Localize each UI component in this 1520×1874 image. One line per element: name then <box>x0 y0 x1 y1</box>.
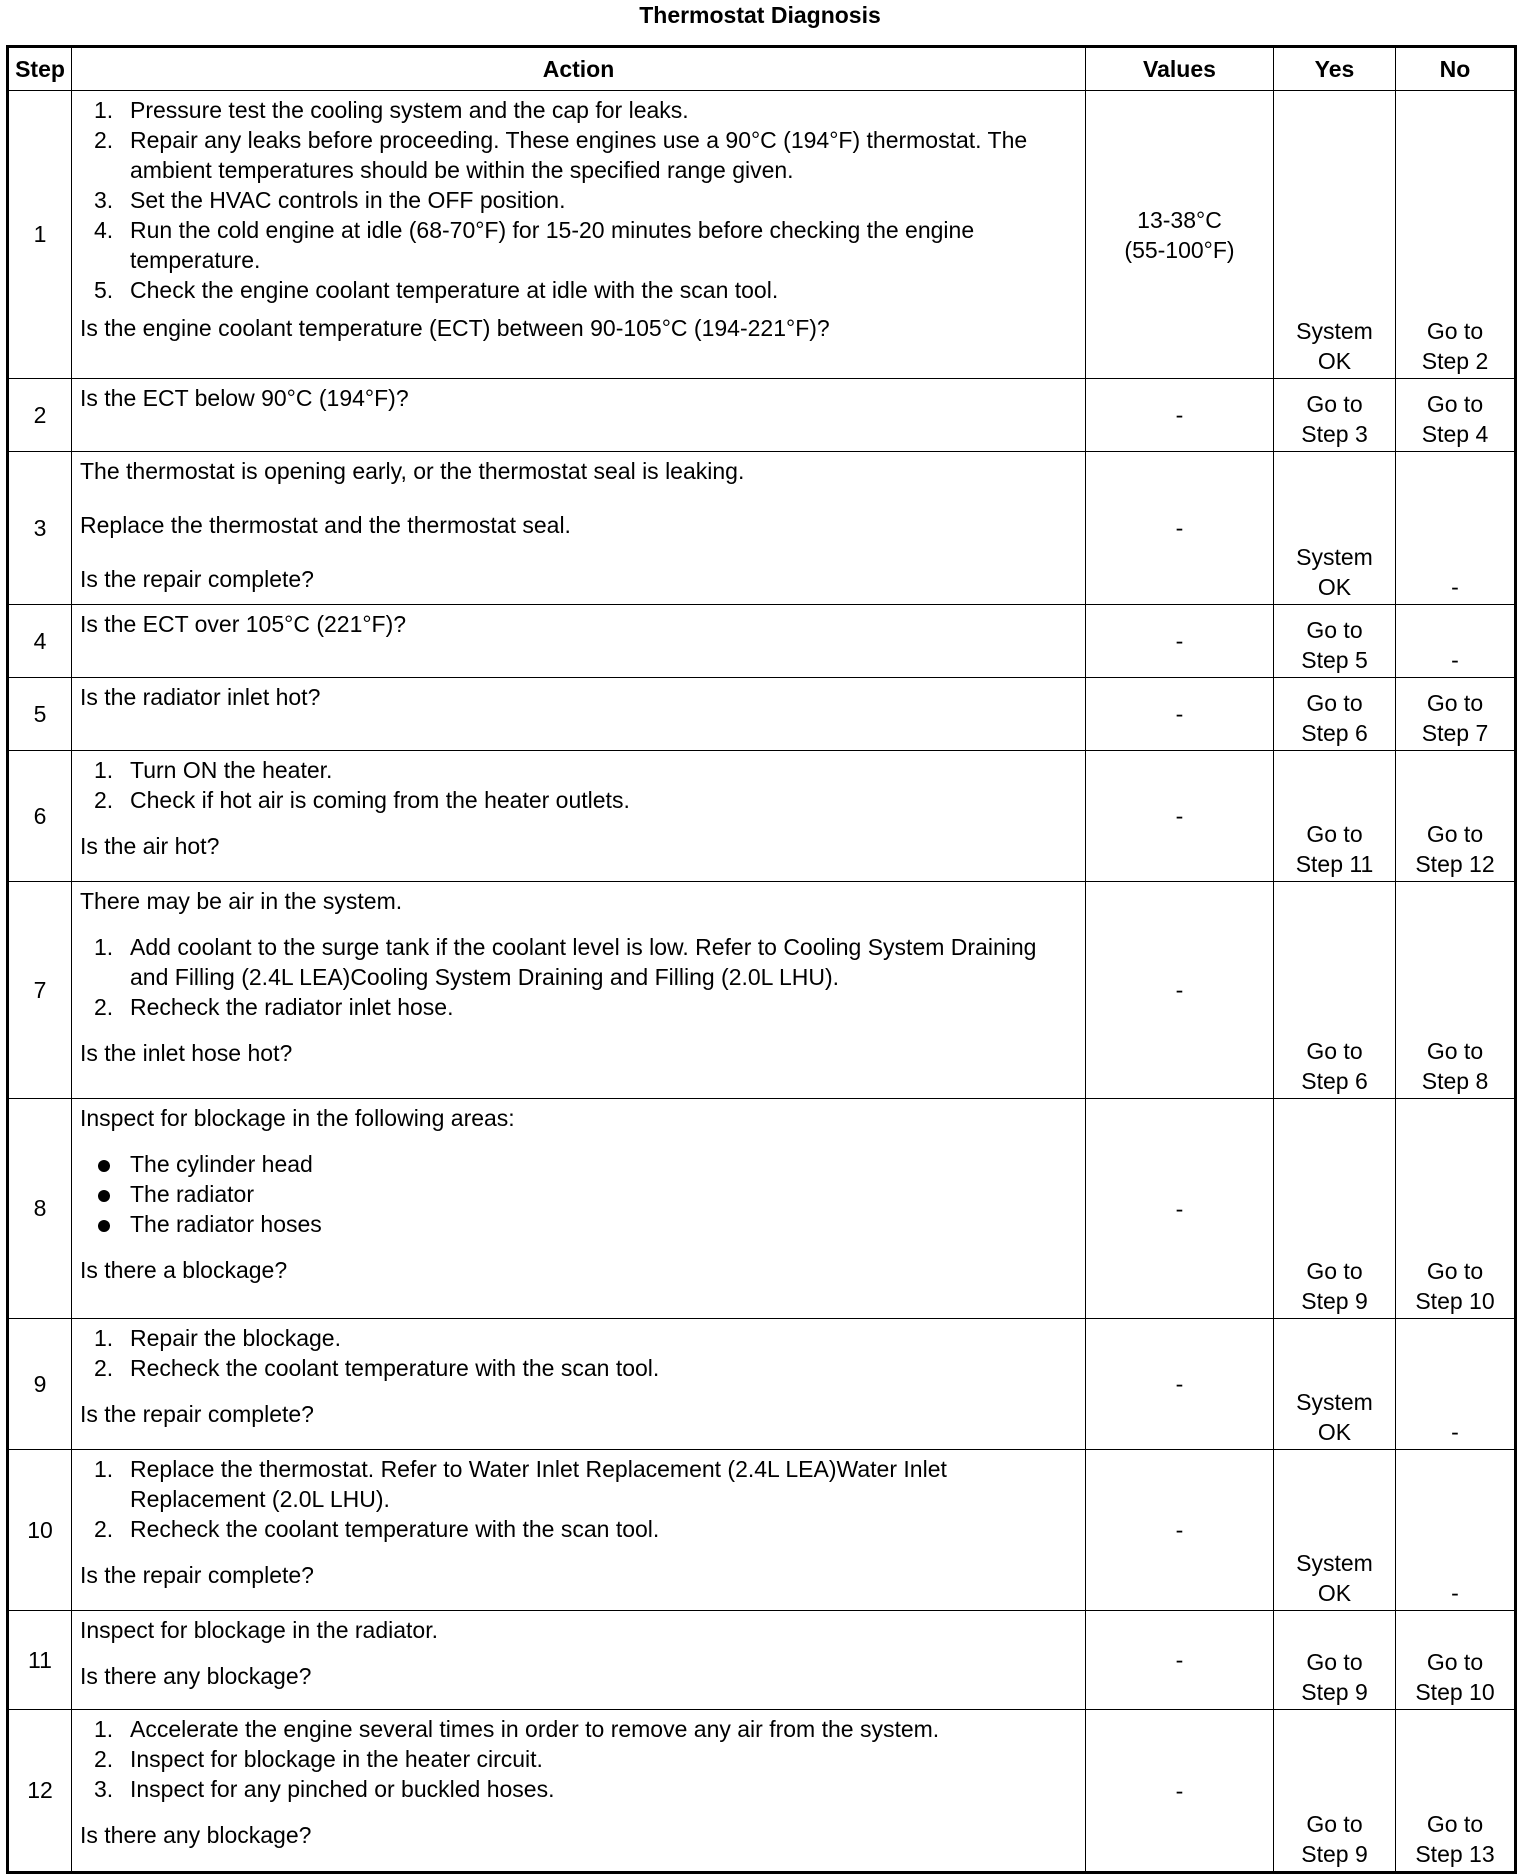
yes-cell: Go to Step 9 <box>1274 1611 1396 1710</box>
value-cell: - <box>1086 1450 1274 1611</box>
list-item: 2. Repair any leaks before proceeding. These engines use a 90°C (194°F) thermostat. The ambient temperatures should be within the specified range given. <box>94 127 1028 183</box>
step-number: 2 <box>8 379 72 452</box>
action-cell <box>72 91 1086 379</box>
list-item: 5. Check the engine coolant temperature at idle with the scan tool. <box>94 277 779 303</box>
question-text: Is the ECT over 105°C (221°F)? <box>80 611 407 637</box>
list-item: The cylinder head <box>80 1149 1077 1179</box>
no-cell: - <box>1396 1450 1516 1611</box>
table-row <box>8 1710 1516 1873</box>
no-cell: Go to Step 12 <box>1396 751 1516 882</box>
table-row <box>8 91 1516 379</box>
list-item: 2. Recheck the radiator inlet hose. <box>94 994 454 1020</box>
action-text: There may be air in the system. <box>80 888 403 914</box>
action-cell <box>72 751 1086 882</box>
table-row <box>8 605 1516 678</box>
table-row <box>8 452 1516 605</box>
header-action: Action <box>72 47 1086 91</box>
question-text: Is there a blockage? <box>80 1257 288 1283</box>
question-text: Is the repair complete? <box>80 1562 314 1588</box>
list-item: 4. Run the cold engine at idle (68-70°F) for 15-20 minutes before checking the engine temperature. <box>94 217 975 273</box>
question-text: Is the repair complete? <box>80 1401 314 1427</box>
table-row <box>8 751 1516 882</box>
step-number: 1 <box>8 91 72 379</box>
no-cell: Go to Step 8 <box>1396 882 1516 1099</box>
header-row <box>8 47 1516 91</box>
action-text: Inspect for blockage in the following areas: <box>80 1105 515 1131</box>
value-cell: - <box>1086 678 1274 751</box>
value-cell: - <box>1086 1710 1274 1873</box>
list-item: 1. Replace the thermostat. Refer to Water Inlet Replacement (2.4L LEA)Water Inlet Replacement (2.0L LHU). <box>94 1456 947 1512</box>
question-text: Is the inlet hose hot? <box>80 1040 293 1066</box>
list-item: 1. Add coolant to the surge tank if the coolant level is low. Refer to Cooling System Draining and Filling (2.4L LEA)Cooling System Draining and Filling (2.0L LHU). <box>94 934 1037 990</box>
step-number: 6 <box>8 751 72 882</box>
header-values: Values <box>1086 47 1274 91</box>
yes-cell: Go to Step 6 <box>1274 678 1396 751</box>
action-steps <box>80 1454 1077 1544</box>
table-row <box>8 1099 1516 1319</box>
bullet-icon <box>98 1190 110 1202</box>
bullet-icon <box>98 1160 110 1172</box>
yes-cell: Go to Step 6 <box>1274 882 1396 1099</box>
list-item: 2. Check if hot air is coming from the heater outlets. <box>94 787 630 813</box>
no-cell: Go to Step 10 <box>1396 1099 1516 1319</box>
action-cell <box>72 1319 1086 1450</box>
value-cell: - <box>1086 882 1274 1099</box>
no-cell: Go to Step 7 <box>1396 678 1516 751</box>
step-number: 3 <box>8 452 72 605</box>
action-text: Replace the thermostat and the thermostat seal. <box>80 512 571 538</box>
step-number: 7 <box>8 882 72 1099</box>
yes-cell: System OK <box>1274 91 1396 379</box>
list-item: 2. Recheck the coolant temperature with the scan tool. <box>94 1516 660 1542</box>
action-steps <box>80 1714 1077 1804</box>
value-cell: - <box>1086 751 1274 882</box>
question-text: Is the repair complete? <box>80 566 314 592</box>
step-number: 10 <box>8 1450 72 1611</box>
list-item: 3. Set the HVAC controls in the OFF position. <box>94 187 566 213</box>
step-number: 12 <box>8 1710 72 1873</box>
list-item: 3. Inspect for any pinched or buckled hoses. <box>94 1776 555 1802</box>
no-cell: - <box>1396 605 1516 678</box>
action-cell <box>72 882 1086 1099</box>
list-item: The radiator <box>80 1179 1077 1209</box>
list-item: 1. Repair the blockage. <box>94 1325 341 1351</box>
header-step: Step <box>8 47 72 91</box>
step-number: 11 <box>8 1611 72 1710</box>
action-steps <box>80 932 1077 1022</box>
diagnosis-table <box>6 45 1517 1874</box>
list-item: 1. Pressure test the cooling system and the cap for leaks. <box>94 97 689 123</box>
action-text: Inspect for blockage in the radiator. <box>80 1617 438 1643</box>
step-number: 5 <box>8 678 72 751</box>
table-row <box>8 379 1516 452</box>
action-steps <box>80 755 1077 815</box>
table-row <box>8 678 1516 751</box>
action-cell <box>72 678 1086 751</box>
question-text: Is there any blockage? <box>80 1663 312 1689</box>
value-cell: - <box>1086 1319 1274 1450</box>
yes-cell: System OK <box>1274 1319 1396 1450</box>
action-cell <box>72 605 1086 678</box>
header-no: No <box>1396 47 1516 91</box>
bullet-icon <box>98 1220 110 1232</box>
action-steps <box>80 95 1077 305</box>
value-cell: - <box>1086 1611 1274 1710</box>
table-row <box>8 1319 1516 1450</box>
table-row <box>8 1611 1516 1710</box>
table-row <box>8 1450 1516 1611</box>
value-cell: 13-38°C (55-100°F) <box>1086 91 1274 379</box>
value-cell: - <box>1086 605 1274 678</box>
yes-cell: Go to Step 3 <box>1274 379 1396 452</box>
yes-cell: System OK <box>1274 1450 1396 1611</box>
yes-cell: System OK <box>1274 452 1396 605</box>
list-item: The radiator hoses <box>80 1209 1077 1239</box>
step-number: 8 <box>8 1099 72 1319</box>
value-cell: - <box>1086 1099 1274 1319</box>
list-item: 2. Recheck the coolant temperature with the scan tool. <box>94 1355 660 1381</box>
action-cell <box>72 1099 1086 1319</box>
action-cell <box>72 1611 1086 1710</box>
action-text: The thermostat is opening early, or the thermostat seal is leaking. <box>80 458 745 484</box>
action-cell <box>72 452 1086 605</box>
yes-cell: Go to Step 5 <box>1274 605 1396 678</box>
header-yes: Yes <box>1274 47 1396 91</box>
page-title: Thermostat Diagnosis <box>639 2 881 28</box>
question-text: Is the ECT below 90°C (194°F)? <box>80 385 409 411</box>
list-item: 1. Accelerate the engine several times in order to remove any air from the system. <box>94 1716 940 1742</box>
value-cell: - <box>1086 452 1274 605</box>
yes-cell: Go to Step 9 <box>1274 1099 1396 1319</box>
value-cell: - <box>1086 379 1274 452</box>
no-cell: Go to Step 10 <box>1396 1611 1516 1710</box>
step-number: 9 <box>8 1319 72 1450</box>
no-cell: Go to Step 2 <box>1396 91 1516 379</box>
action-steps <box>80 1323 1077 1383</box>
table-row <box>8 882 1516 1099</box>
question-text: Is the engine coolant temperature (ECT) between 90-105°C (194-221°F)? <box>80 315 830 341</box>
question-text: Is there any blockage? <box>80 1822 312 1848</box>
list-item: 2. Inspect for blockage in the heater circuit. <box>94 1746 543 1772</box>
action-cell <box>72 1450 1086 1611</box>
yes-cell: Go to Step 9 <box>1274 1710 1396 1873</box>
no-cell: Go to Step 13 <box>1396 1710 1516 1873</box>
action-cell <box>72 379 1086 452</box>
step-number: 4 <box>8 605 72 678</box>
no-cell: - <box>1396 452 1516 605</box>
question-text: Is the air hot? <box>80 833 220 859</box>
action-cell <box>72 1710 1086 1873</box>
no-cell: - <box>1396 1319 1516 1450</box>
blockage-areas-list <box>80 1149 1077 1239</box>
list-item: 1. Turn ON the heater. <box>94 757 333 783</box>
yes-cell: Go to Step 11 <box>1274 751 1396 882</box>
no-cell: Go to Step 4 <box>1396 379 1516 452</box>
question-text: Is the radiator inlet hot? <box>80 684 321 710</box>
